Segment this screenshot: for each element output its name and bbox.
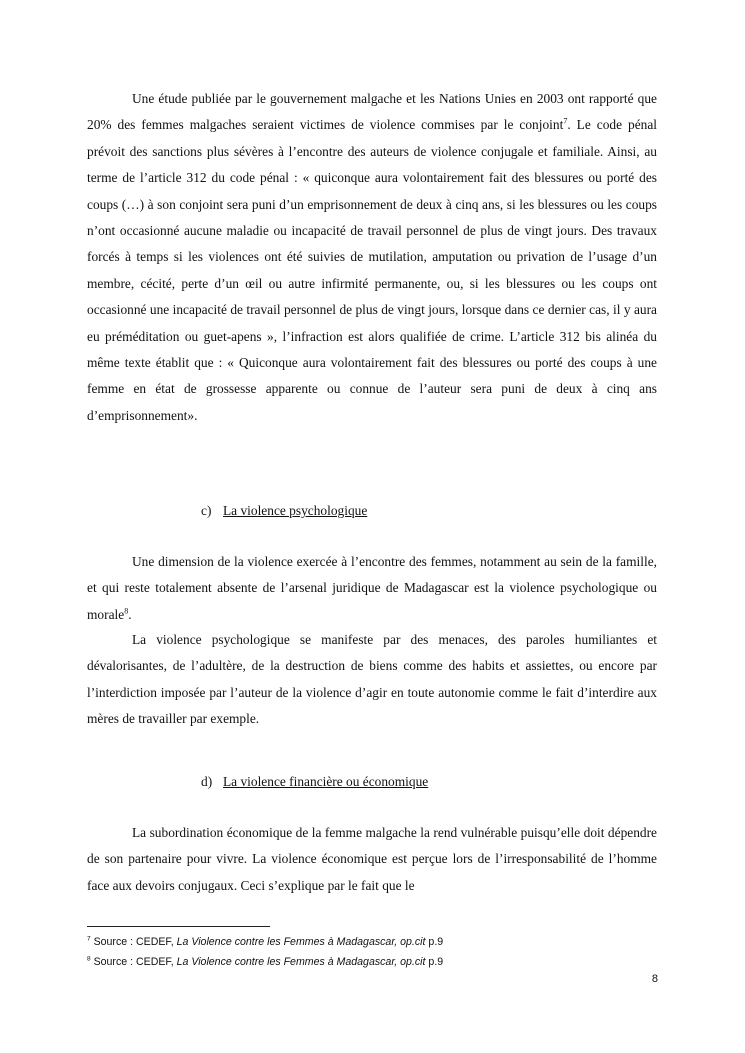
heading-marker: d) bbox=[201, 774, 213, 789]
section-heading-d bbox=[201, 772, 428, 792]
footnote-7 bbox=[87, 935, 443, 949]
footnote-divider bbox=[87, 926, 270, 927]
paragraph-text: . bbox=[128, 606, 132, 622]
section-heading-c bbox=[201, 501, 367, 521]
footnote-prefix: Source : CEDEF, bbox=[93, 956, 177, 968]
heading-marker: c) bbox=[201, 503, 212, 518]
paragraph-text: . Le code pénal prévoit des sanctions plus sévères à l’encontre des auteurs de violence conjugale et familiale. Ainsi, au terme de l’article 312 du code pénal : « quiconque aura volontairement fait des blessures ou porté des coups (…) à son conjoint sera puni d’un emprisonnement de deux à cinq ans, si les blessures ou les coups n’ont occasionné aucune maladie ou incapacité de travail personnel de plus de vingt jours. Des travaux forcés à temps si les violences ont été suivies de mutilation, amputation ou privation de l’usage d’un membre, cécité, perte d’un œil ou autre infirmité permanente, ou, si les blessures ou les coups ont occasionné une incapacité de travail personnel de plus de vingt jours, lorsque dans ce dernier cas, il y aura eu préméditation ou guet-apens », l’infraction est alors qualifiée de crime. L’article 312 bis alinéa du même texte établit que : « Quiconque aura volontairement fait des blessures ou porté des coups à une femme en état de grossesse apparente ou connue de l’auteur sera puni de deux à cinq ans d’emprisonnement». bbox=[87, 117, 658, 423]
page-number: 8 bbox=[651, 973, 658, 985]
paragraph-psychological-intro bbox=[87, 549, 657, 628]
footnote-suffix: p.9 bbox=[425, 956, 444, 968]
footnote-prefix: Source : CEDEF, bbox=[93, 936, 177, 948]
paragraph-psychological-details bbox=[87, 627, 657, 733]
footnote-ref-8: 8 bbox=[124, 606, 129, 616]
footnote-title: La Violence contre les Femmes à Madagascar, op.cit bbox=[176, 956, 426, 968]
paragraph-economic-violence bbox=[87, 820, 657, 899]
paragraph-spousal-violence bbox=[87, 86, 657, 429]
footnote-suffix: p.9 bbox=[425, 936, 444, 948]
paragraph-text: La subordination économique de la femme malgache la rend vulnérable puisqu’elle doit dépendre de son partenaire pour vivre. La violence économique est perçue lors de l’irresponsabilité de l’homme face aux devoirs conjugaux. Ceci s’explique par le fait que le bbox=[87, 825, 657, 893]
paragraph-text: Une étude publiée par le gouvernement malgache et les Nations Unies en 2003 ont rapporté que 20% des femmes malgaches seraient victimes de violence commises par le conjoint bbox=[87, 91, 657, 133]
paragraph-text: Une dimension de la violence exercée à l’encontre des femmes, notamment au sein de la famille, et qui reste totalement absente de l’arsenal juridique de Madagascar est la violence psychologique ou morale bbox=[87, 554, 657, 622]
footnote-number: 7 bbox=[87, 935, 91, 943]
heading-title: La violence psychologique bbox=[223, 503, 368, 518]
footnote-number: 8 bbox=[87, 955, 91, 963]
footnote-8 bbox=[87, 955, 443, 969]
paragraph-text: La violence psychologique se manifeste par des menaces, des paroles humiliantes et dévalorisantes, de l’adultère, de la destruction de biens comme des habits et assiettes, ou encore par l’interdiction imposée par l’auteur de la violence d’agir en toute autonomie comme le fait d’interdire aux mères de travailler par exemple. bbox=[87, 632, 657, 727]
heading-title: La violence financière ou économique bbox=[223, 774, 429, 789]
footnote-ref-7: 7 bbox=[563, 116, 568, 126]
footnote-title: La Violence contre les Femmes à Madagascar, op.cit bbox=[176, 936, 426, 948]
